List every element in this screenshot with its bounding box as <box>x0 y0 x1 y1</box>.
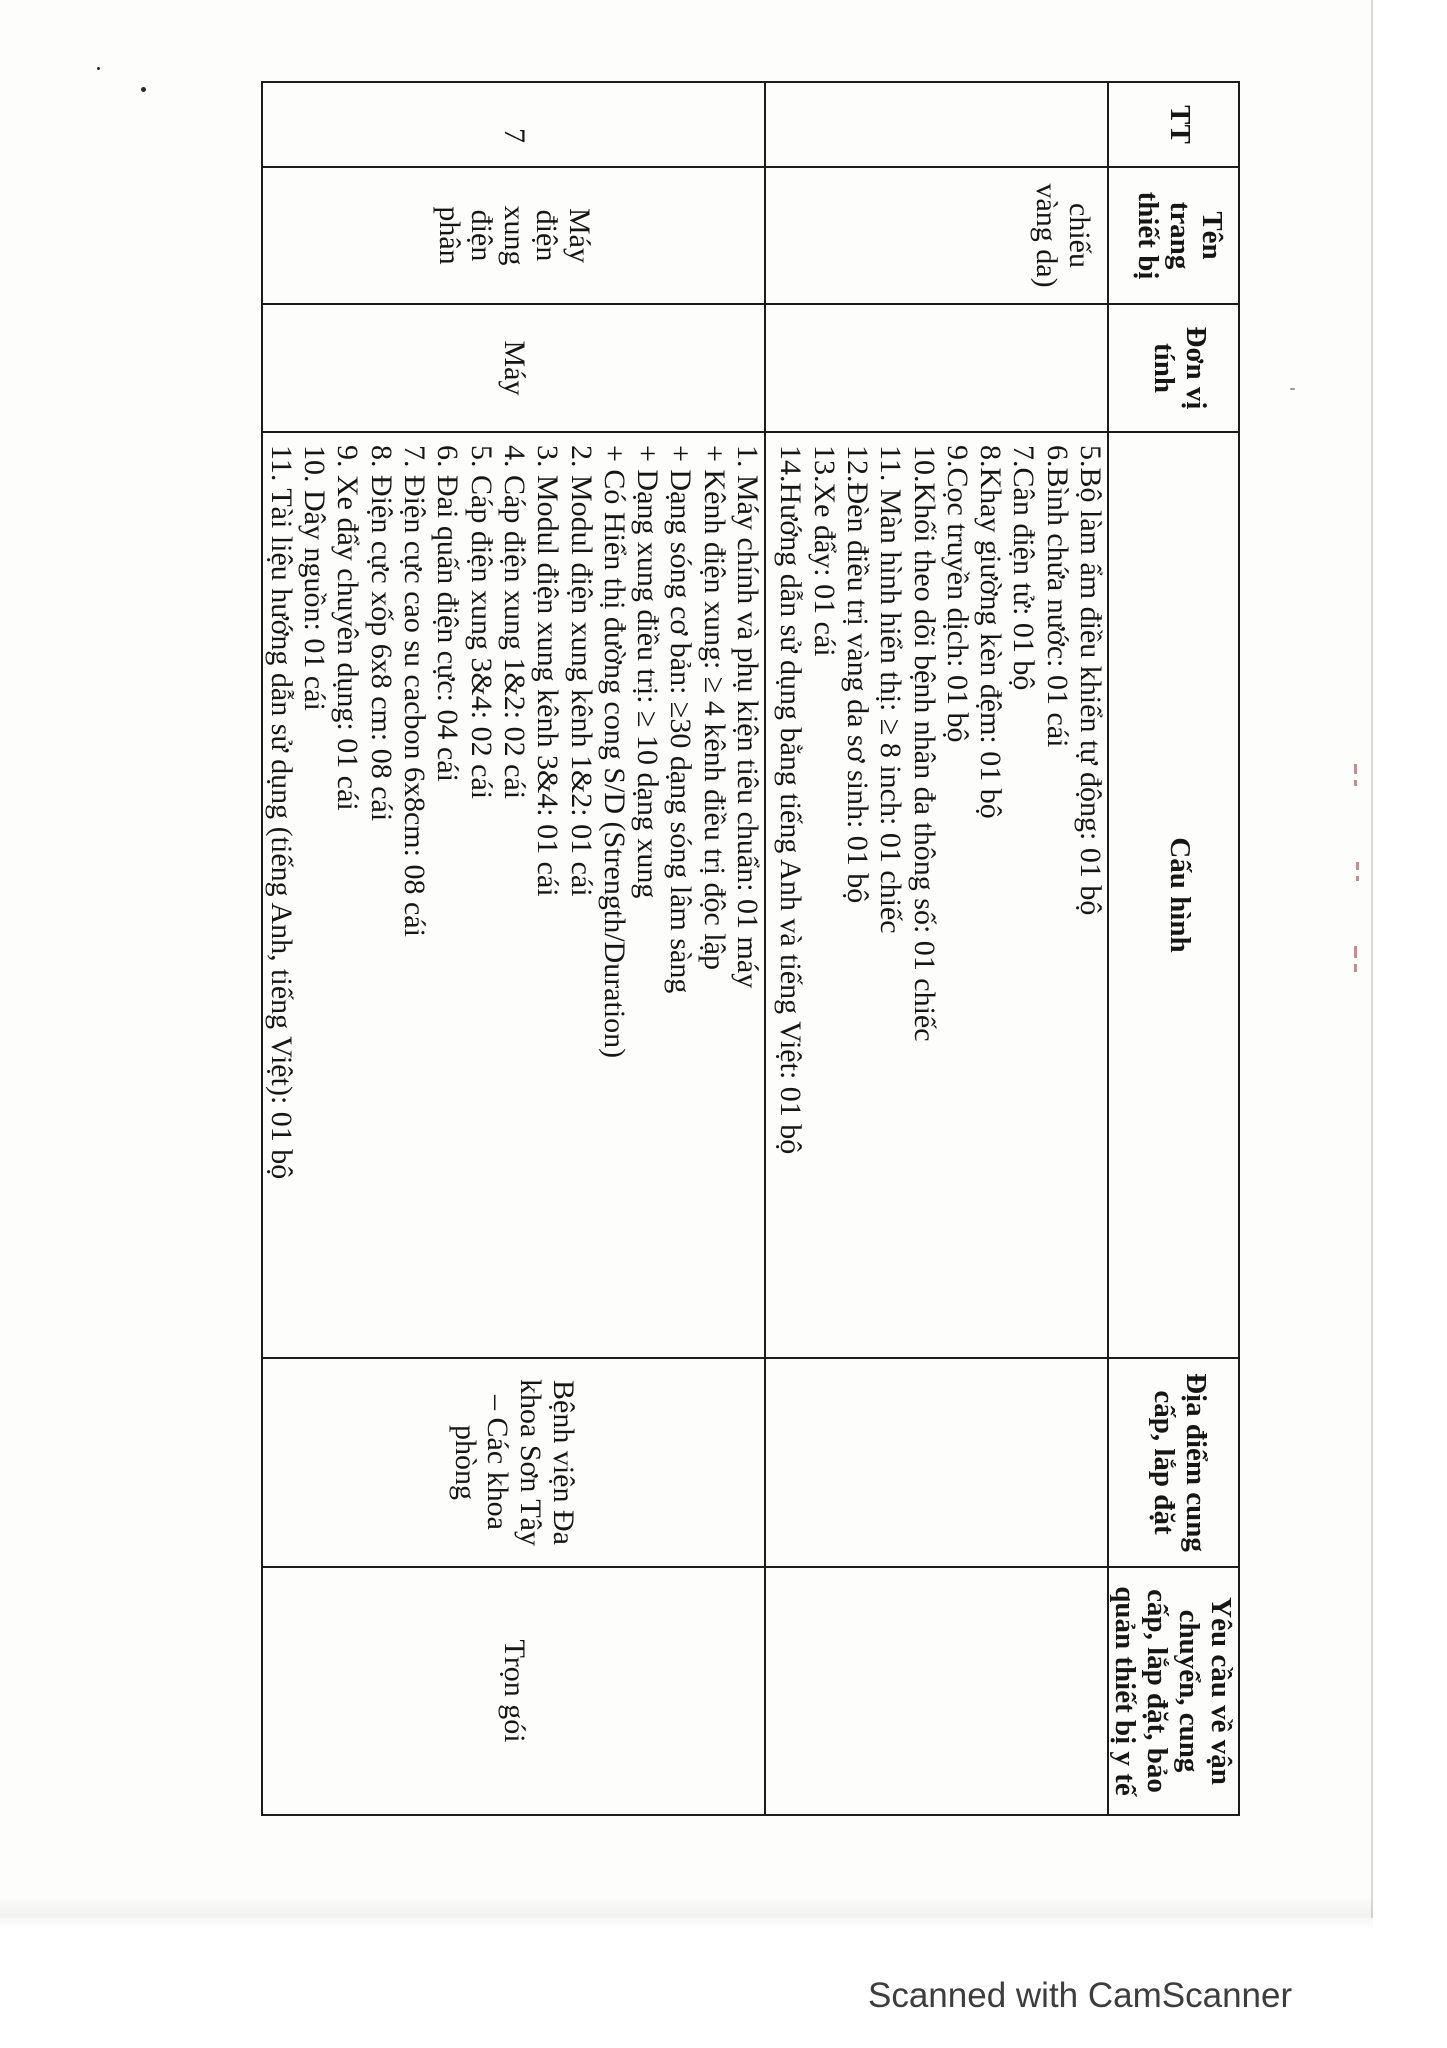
config-line: 12.Đèn điều trị vàng da sơ sinh: 01 bộ <box>840 445 874 904</box>
config-line: 8.Khay giường kèn đệm: 01 bộ <box>974 445 1008 819</box>
config-line: 3. Modul điện xung kênh 3&4: 01 cái <box>531 445 565 897</box>
config-line: 9. Xe đẩy chuyên dụng: 01 cái <box>331 445 365 811</box>
equipment-table <box>261 81 1240 1816</box>
bleed-through-mark <box>1354 964 1357 972</box>
device-name-text: Máy điện xung điện phân <box>432 205 596 266</box>
config-line: + Kênh điện xung: ≥ 4 kênh điều trị độc lập <box>697 445 731 970</box>
bleed-through-mark <box>1354 946 1357 958</box>
cell-requirements <box>765 1567 1108 1815</box>
config-line: 7.Cân điện tử: 01 bộ <box>1007 445 1041 691</box>
cell-unit <box>262 304 765 432</box>
cell-requirements <box>262 1567 765 1815</box>
cell-tt <box>262 82 765 167</box>
cell-location <box>262 1358 765 1567</box>
config-line: + Có Hiển thị đường cong S/D (Strength/Duration) <box>597 445 631 1059</box>
requirements-text: Trọn gói <box>497 1639 531 1743</box>
cell-location <box>765 1358 1108 1567</box>
table-header-row <box>1108 82 1239 1815</box>
scan-speck <box>1290 388 1295 390</box>
cell-unit <box>765 304 1108 432</box>
config-line: + Dạng xung điều trị: ≥ 10 dạng xung <box>631 445 665 899</box>
configuration-list <box>265 445 764 1357</box>
config-line: 9.Cọc truyền dịch: 01 bộ <box>940 445 974 743</box>
header-device-name: Tên trang thiết bị <box>1108 167 1239 304</box>
cell-configuration <box>765 432 1108 1358</box>
header-tt: TT <box>1108 82 1239 167</box>
config-line: 6. Đai quấn điện cực: 04 cái <box>431 445 465 782</box>
table-row <box>765 82 1108 1815</box>
unit-text: Máy <box>497 340 531 396</box>
cell-tt <box>765 82 1108 167</box>
device-name-text: chiếu vàng da) <box>1030 183 1096 288</box>
config-line: 8. Điện cực xốp 6x8 cm: 08 cái <box>364 445 398 822</box>
bleed-through-mark <box>1354 764 1357 774</box>
header-requirements: Yêu cầu về vận chuyển, cung cấp, lắp đặt, bảo quản thiết bị y tế <box>1108 1567 1239 1815</box>
scan-speck <box>141 87 146 92</box>
config-line: 5. Cáp điện xung 3&4: 02 cái <box>464 445 498 800</box>
config-line: 11. Tài liệu hướng dẫn sử dụng (tiếng Anh, tiếng Việt): 01 bộ <box>264 445 298 1180</box>
config-line: + Dạng sóng cơ bản: ≥30 dạng sóng lâm sàng <box>664 445 698 994</box>
bleed-through-mark <box>1354 780 1357 786</box>
header-unit: Đơn vị tính <box>1108 304 1239 432</box>
cell-device-name <box>765 167 1108 304</box>
config-line: 5.Bộ làm ẩm điều khiển tự động: 01 bộ <box>1074 445 1107 916</box>
config-line: 2. Modul điện xung kênh 1&2: 01 cái <box>564 445 598 897</box>
configuration-list <box>774 445 1107 1357</box>
scan-speck <box>97 67 100 70</box>
header-location: Địa điểm cung cấp, lắp đặt <box>1108 1358 1239 1567</box>
config-line: 1. Máy chính và phụ kiện tiêu chuẩn: 01 máy <box>731 445 764 989</box>
cell-device-name <box>262 167 765 304</box>
config-line: 6.Bình chứa nước: 01 cái <box>1040 445 1074 748</box>
config-line: 13.Xe đẩy: 01 cái <box>807 445 841 657</box>
location-text: Bệnh viện Đa khoa Sơn Tây – Các khoa phòng <box>448 1379 580 1546</box>
cell-configuration <box>262 432 765 1358</box>
rotated-table-wrapper <box>263 81 1240 1814</box>
config-line: 7. Điện cực cao su cacbon 6x8cm: 08 cái <box>398 445 432 937</box>
table-row <box>262 82 765 1815</box>
bleed-through-mark <box>1356 876 1359 881</box>
camscanner-watermark: Scanned with CamScanner <box>868 1976 1293 2015</box>
config-line: 10.Khối theo dõi bệnh nhân đa thông số: 01 chiếc <box>907 445 941 1042</box>
row-number: 7 <box>497 128 531 143</box>
config-line: 11. Màn hình hiển thị: ≥ 8 inch: 01 chiếc <box>874 445 908 934</box>
config-line: 14.Hướng dẫn sử dụng bằng tiếng Anh và tiếng Việt: 01 bộ <box>774 445 808 1155</box>
config-line: 10. Dây nguồn: 01 cái <box>298 445 332 711</box>
paper-edge-shadow <box>0 1896 1373 1930</box>
config-line: 4. Cáp điện xung 1&2: 02 cái <box>497 445 531 800</box>
bleed-through-mark <box>1356 862 1359 870</box>
header-configuration: Cấu hình <box>1108 432 1239 1358</box>
